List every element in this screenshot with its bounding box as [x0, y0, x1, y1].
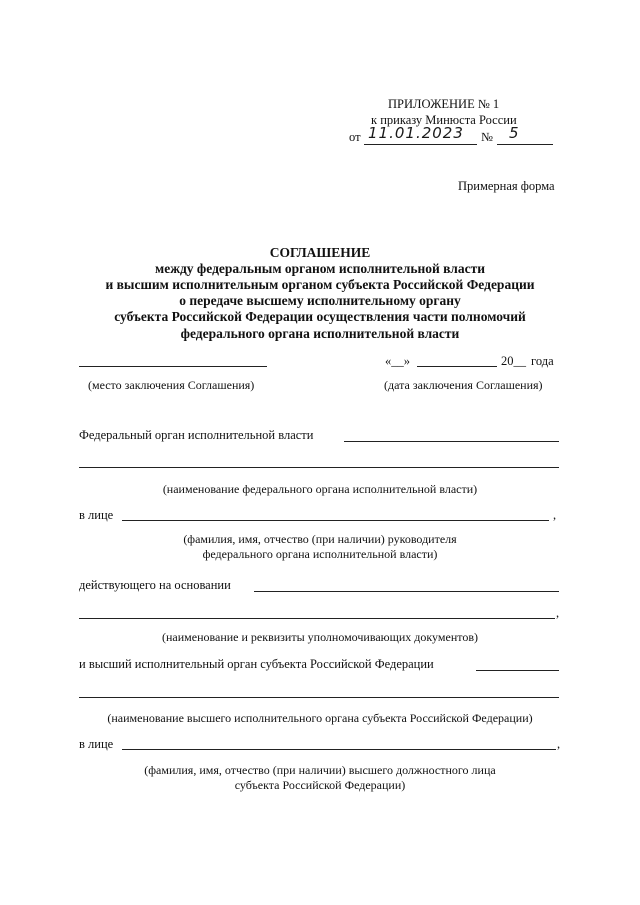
head-caption-line-1: (фамилия, имя, отчество (при наличии) руководителя	[183, 532, 457, 546]
date-prefix: от	[349, 130, 361, 144]
regional-body-blank[interactable]	[476, 670, 559, 671]
official-caption-line-1: (фамилия, имя, отчество (при наличии) высшего должностного лица	[144, 763, 496, 777]
acting-basis-label: действующего на основании	[79, 578, 231, 592]
handwritten-date: 11.01.2023	[368, 124, 464, 142]
year-blank[interactable]: 20__	[501, 354, 526, 368]
date-underline	[364, 144, 477, 145]
documents-caption: (наименование и реквизиты уполномочивающих документов)	[162, 630, 478, 644]
date-caption: (дата заключения Соглашения)	[384, 378, 543, 392]
form-type-label: Примерная форма	[458, 179, 555, 193]
agreement-subtitle-line-4: субъекта Российской Федерации осуществления части полномочий	[114, 309, 526, 324]
in-person-label-1: в лице	[79, 508, 114, 522]
regional-body-label: и высший исполнительный орган субъекта Российской Федерации	[79, 657, 434, 671]
number-prefix: №	[481, 130, 493, 144]
number-underline	[497, 144, 553, 145]
order-reference: к приказу Минюста России	[371, 113, 517, 127]
agreement-subtitle-line-1: между федеральным органом исполнительной власти	[155, 261, 485, 276]
agreement-subtitle-line-5: федерального органа исполнительной власти	[180, 326, 460, 341]
regional-body-caption: (наименование высшего исполнительного органа субъекта Российской Федерации)	[107, 711, 533, 725]
federal-body-label: Федеральный орган исполнительной власти	[79, 428, 314, 442]
head-caption-line-2: федерального органа исполнительной власти)	[202, 547, 438, 561]
federal-body-blank[interactable]	[344, 441, 559, 442]
place-blank[interactable]	[79, 366, 267, 367]
head-name-blank[interactable]	[122, 520, 549, 521]
regional-body-blank-2[interactable]	[79, 697, 559, 698]
comma-1: ,	[553, 508, 557, 522]
agreement-title: СОГЛАШЕНИЕ	[269, 245, 371, 260]
federal-body-caption: (наименование федерального органа исполнительной власти)	[162, 482, 478, 496]
place-caption: (место заключения Соглашения)	[88, 378, 255, 392]
official-name-blank[interactable]	[122, 749, 556, 750]
handwritten-number: 5	[509, 124, 520, 142]
year-suffix: года	[531, 354, 554, 368]
acting-basis-blank[interactable]	[254, 591, 559, 592]
agreement-subtitle-line-2: и высшим исполнительным органом субъекта Российской Федерации	[105, 277, 535, 292]
agreement-subtitle-line-3: о передаче высшему исполнительному органу	[179, 293, 461, 308]
federal-body-blank-2[interactable]	[79, 467, 559, 468]
in-person-label-2: в лице	[79, 737, 114, 751]
comma-3: ,	[557, 737, 561, 751]
official-caption-line-2: субъекта Российской Федерации)	[234, 778, 406, 792]
day-blank[interactable]: «__»	[385, 354, 410, 368]
acting-basis-blank-2[interactable]	[79, 618, 555, 619]
appendix-heading: ПРИЛОЖЕНИЕ № 1	[388, 97, 500, 111]
month-blank[interactable]	[417, 366, 497, 367]
comma-2: ,	[556, 606, 560, 620]
